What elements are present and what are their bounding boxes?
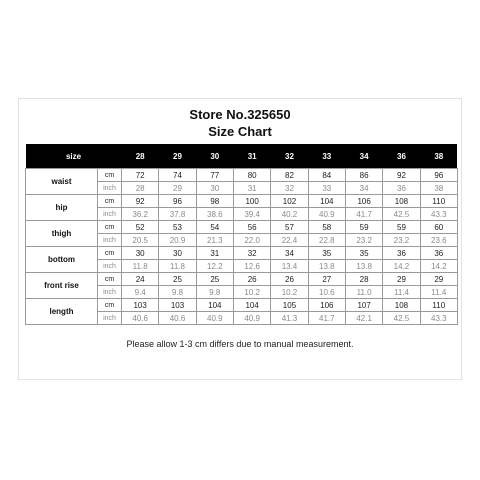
cell-length-cm: 110 [420, 299, 457, 312]
cell-hip-cm: 108 [383, 195, 420, 208]
cell-thigh-inch: 23.2 [345, 234, 382, 247]
cell-bottom-cm: 32 [233, 247, 270, 260]
cell-front-rise-inch: 10.2 [271, 286, 308, 299]
chart-title: Size Chart [208, 124, 272, 139]
cell-thigh-cm: 59 [383, 221, 420, 234]
cell-thigh-cm: 59 [345, 221, 382, 234]
cell-hip-cm: 102 [271, 195, 308, 208]
cell-thigh-cm: 56 [233, 221, 270, 234]
cell-front-rise-cm: 28 [345, 273, 382, 286]
cell-thigh-cm: 58 [308, 221, 345, 234]
cell-front-rise-cm: 29 [420, 273, 457, 286]
cell-waist-inch: 32 [271, 182, 308, 195]
cell-front-rise-inch: 11.4 [420, 286, 457, 299]
table-row [26, 247, 458, 260]
cell-hip-inch: 37.8 [159, 208, 196, 221]
unit-cm: cm [98, 221, 122, 234]
cell-front-rise-cm: 26 [233, 273, 270, 286]
cell-front-rise-inch: 10.2 [233, 286, 270, 299]
cell-front-rise-inch: 9.4 [122, 286, 159, 299]
cell-bottom-inch: 13.8 [308, 260, 345, 273]
cell-length-cm: 104 [196, 299, 233, 312]
cell-length-inch: 42.5 [383, 312, 420, 325]
unit-cm: cm [98, 273, 122, 286]
cell-thigh-inch: 20.5 [122, 234, 159, 247]
cell-waist-cm: 74 [159, 169, 196, 182]
unit-cm: cm [98, 195, 122, 208]
cell-length-cm: 106 [308, 299, 345, 312]
cell-bottom-inch: 11.8 [159, 260, 196, 273]
cell-length-inch: 42.1 [345, 312, 382, 325]
cell-bottom-cm: 30 [122, 247, 159, 260]
cell-waist-inch: 36 [383, 182, 420, 195]
table-row [26, 221, 458, 234]
cell-bottom-inch: 12.2 [196, 260, 233, 273]
measurement-front-rise: front rise [26, 273, 98, 299]
cell-waist-cm: 96 [420, 169, 457, 182]
cell-bottom-inch: 13.4 [271, 260, 308, 273]
measurement-bottom: bottom [26, 247, 98, 273]
cell-front-rise-inch: 11.0 [345, 286, 382, 299]
cell-thigh-cm: 52 [122, 221, 159, 234]
cell-length-inch: 40.6 [159, 312, 196, 325]
cell-front-rise-cm: 25 [196, 273, 233, 286]
cell-bottom-inch: 13.8 [345, 260, 382, 273]
size-header-28: 28 [122, 144, 159, 169]
cell-waist-cm: 72 [122, 169, 159, 182]
cell-thigh-inch: 22.4 [271, 234, 308, 247]
cell-hip-inch: 40.9 [308, 208, 345, 221]
unit-inch: inch [98, 312, 122, 325]
cell-bottom-cm: 30 [159, 247, 196, 260]
size-table [25, 144, 458, 325]
cell-length-inch: 40.9 [233, 312, 270, 325]
cell-hip-cm: 104 [308, 195, 345, 208]
cell-hip-inch: 38.6 [196, 208, 233, 221]
cell-bottom-inch: 11.8 [122, 260, 159, 273]
cell-waist-cm: 80 [233, 169, 270, 182]
measurement-waist: waist [26, 169, 98, 195]
cell-bottom-cm: 35 [345, 247, 382, 260]
cell-waist-cm: 92 [383, 169, 420, 182]
cell-waist-inch: 33 [308, 182, 345, 195]
cell-thigh-cm: 57 [271, 221, 308, 234]
cell-length-inch: 41.7 [308, 312, 345, 325]
cell-bottom-cm: 35 [308, 247, 345, 260]
cell-waist-inch: 31 [233, 182, 270, 195]
unit-inch: inch [98, 208, 122, 221]
cell-hip-cm: 100 [233, 195, 270, 208]
measurement-thigh: thigh [26, 221, 98, 247]
cell-bottom-inch: 14.2 [420, 260, 457, 273]
cell-front-rise-cm: 27 [308, 273, 345, 286]
size-header-31: 31 [233, 144, 270, 169]
cell-waist-inch: 29 [159, 182, 196, 195]
cell-hip-inch: 36.2 [122, 208, 159, 221]
cell-thigh-cm: 60 [420, 221, 457, 234]
cell-waist-inch: 38 [420, 182, 457, 195]
unit-inch: inch [98, 286, 122, 299]
cell-hip-inch: 41.7 [345, 208, 382, 221]
measurement-length: length [26, 299, 98, 325]
cell-hip-cm: 96 [159, 195, 196, 208]
cell-front-rise-cm: 24 [122, 273, 159, 286]
unit-cm: cm [98, 169, 122, 182]
table-row [26, 169, 458, 182]
cell-hip-inch: 39.4 [233, 208, 270, 221]
cell-length-inch: 40.6 [122, 312, 159, 325]
cell-waist-inch: 28 [122, 182, 159, 195]
cell-waist-cm: 77 [196, 169, 233, 182]
size-header-38: 38 [420, 144, 457, 169]
cell-front-rise-inch: 9.8 [196, 286, 233, 299]
cell-thigh-cm: 53 [159, 221, 196, 234]
cell-front-rise-inch: 10.6 [308, 286, 345, 299]
cell-thigh-inch: 22.0 [233, 234, 270, 247]
cell-bottom-cm: 31 [196, 247, 233, 260]
cell-waist-inch: 34 [345, 182, 382, 195]
cell-length-cm: 103 [159, 299, 196, 312]
cell-waist-cm: 86 [345, 169, 382, 182]
cell-thigh-inch: 22.8 [308, 234, 345, 247]
cell-hip-inch: 42.5 [383, 208, 420, 221]
size-header-row [26, 144, 458, 169]
cell-hip-inch: 43.3 [420, 208, 457, 221]
size-table-body [26, 169, 458, 325]
cell-front-rise-cm: 25 [159, 273, 196, 286]
cell-hip-cm: 106 [345, 195, 382, 208]
unit-inch: inch [98, 260, 122, 273]
cell-length-inch: 40.9 [196, 312, 233, 325]
table-row [26, 299, 458, 312]
measurement-hip: hip [26, 195, 98, 221]
cell-bottom-inch: 12.6 [233, 260, 270, 273]
size-chart-card [18, 98, 462, 380]
size-header-36: 36 [383, 144, 420, 169]
cell-bottom-cm: 36 [420, 247, 457, 260]
cell-length-cm: 108 [383, 299, 420, 312]
unit-inch: inch [98, 234, 122, 247]
size-header-label: size [26, 144, 122, 169]
cell-thigh-inch: 23.2 [383, 234, 420, 247]
table-row [26, 195, 458, 208]
cell-thigh-inch: 23.6 [420, 234, 457, 247]
unit-inch: inch [98, 182, 122, 195]
cell-front-rise-cm: 26 [271, 273, 308, 286]
cell-front-rise-inch: 9.8 [159, 286, 196, 299]
cell-bottom-cm: 34 [271, 247, 308, 260]
cell-bottom-cm: 36 [383, 247, 420, 260]
size-header-29: 29 [159, 144, 196, 169]
cell-thigh-inch: 20.9 [159, 234, 196, 247]
store-title: Store No.325650 [189, 107, 291, 122]
unit-cm: cm [98, 247, 122, 260]
cell-hip-inch: 40.2 [271, 208, 308, 221]
cell-length-cm: 107 [345, 299, 382, 312]
cell-waist-inch: 30 [196, 182, 233, 195]
unit-cm: cm [98, 299, 122, 312]
cell-hip-cm: 98 [196, 195, 233, 208]
table-row [26, 273, 458, 286]
size-header-30: 30 [196, 144, 233, 169]
cell-hip-cm: 110 [420, 195, 457, 208]
cell-thigh-cm: 54 [196, 221, 233, 234]
size-header-32: 32 [271, 144, 308, 169]
cell-length-cm: 103 [122, 299, 159, 312]
cell-front-rise-inch: 11.4 [383, 286, 420, 299]
cell-length-inch: 41.3 [271, 312, 308, 325]
size-header-33: 33 [308, 144, 345, 169]
cell-length-cm: 104 [233, 299, 270, 312]
size-header-34: 34 [345, 144, 382, 169]
cell-length-cm: 105 [271, 299, 308, 312]
cell-front-rise-cm: 29 [383, 273, 420, 286]
cell-waist-cm: 82 [271, 169, 308, 182]
cell-bottom-inch: 14.2 [383, 260, 420, 273]
cell-thigh-inch: 21.3 [196, 234, 233, 247]
cell-hip-cm: 92 [122, 195, 159, 208]
cell-length-inch: 43.3 [420, 312, 457, 325]
measurement-note: Please allow 1-3 cm differs due to manual measurement. [126, 339, 354, 349]
cell-waist-cm: 84 [308, 169, 345, 182]
